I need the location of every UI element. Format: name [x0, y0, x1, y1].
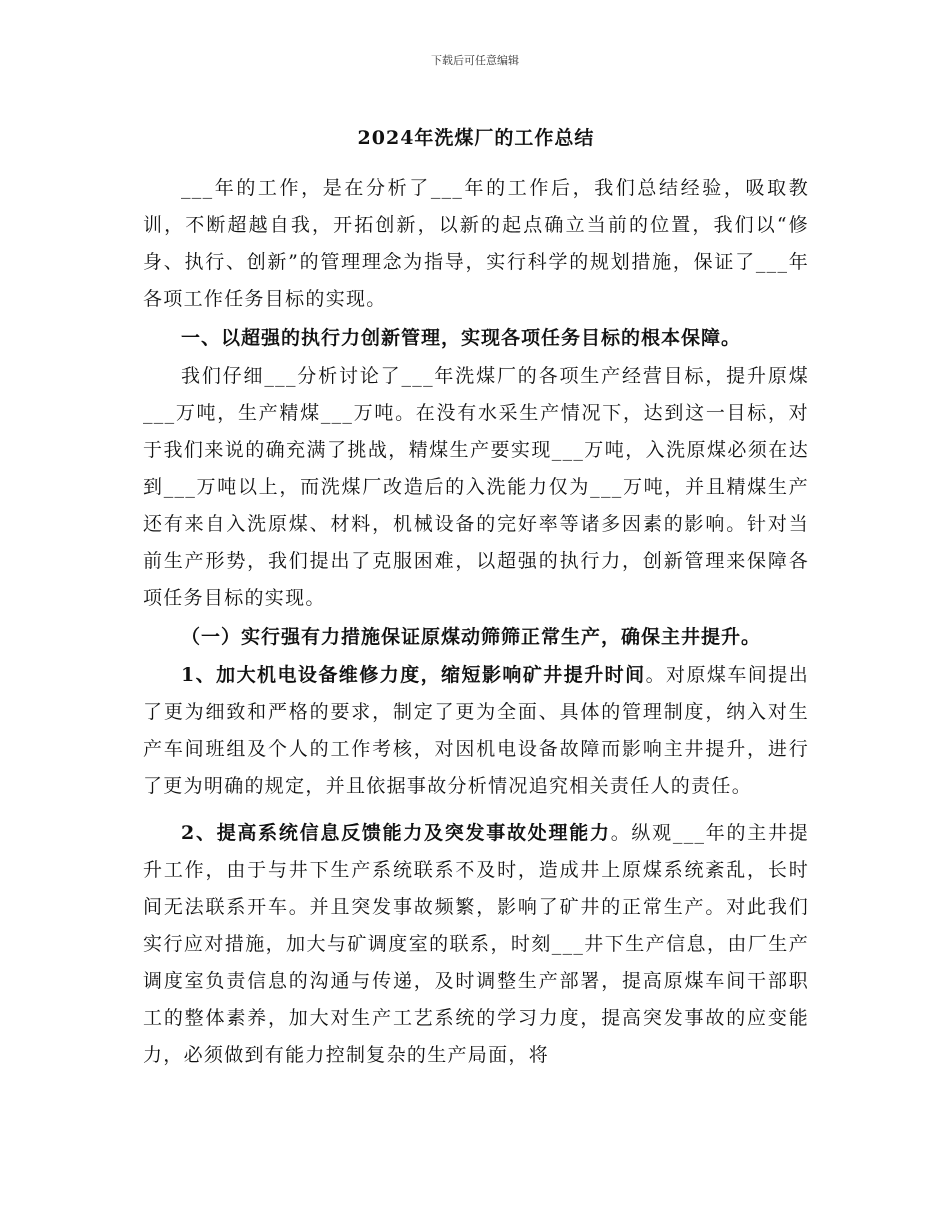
item-1-body: 。对原煤车间提出了更为细致和严格的要求，制定了更为全面、具体的管理制度，纳入对生产车间班组及个人的工作考核，对因机电设备故障而影响主井提升，进行了更为明确的规定，并且依据事故分析情况追究相关责任人的责任。 — [143, 664, 810, 797]
section-1-paragraph: 我们仔细___分析讨论了___年洗煤厂的各项生产经营目标，提升原煤___万吨，生产精煤___万吨。在没有水采生产情况下，达到这一目标，对于我们来说的确充满了挑战，精煤生产要实现___万吨，入洗原煤必须在达到___万吨以上，而洗煤厂改造后的入洗能力仅为___万吨，并且精煤生产还有来自入洗原煤、材料，机械设备的完好率等诸多因素的影响。针对当前生产形势，我们提出了克服困难，以超强的执行力，创新管理来保障各项任务目标的实现。 — [143, 365, 809, 609]
subsection-1-heading: （一）实行强有力措施保证原煤动筛筛正常生产，确保主井提升。 — [181, 626, 762, 648]
intro-paragraph: ___年的工作，是在分析了___年的工作后，我们总结经验，吸取教训，不断超越自我，开拓创新，以新的起点确立当前的位置，我们以“修身、执行、创新”的管理理念为指导，实行科学的规划措施，保证了___年各项工作任务目标的实现。 — [143, 177, 809, 310]
item-2-lead: 2、提高系统信息反馈能力及突发事故处理能力 — [181, 822, 611, 844]
item-1-lead: 1、加大机电设备维修力度，缩短影响矿井提升时间 — [181, 664, 646, 686]
header-note: 下载后可任意编辑 — [431, 54, 519, 67]
item-2-paragraph — [143, 815, 809, 1074]
item-2-body: 。纵观___年的主井提升工作，由于与井下生产系统联系不及时，造成井上原煤系统紊乱，长时间无法联系开车。并且突发事故频繁，影响了矿井的正常生产。对此我们实行应对措施，加大与矿调度室的联系，时刻___井下生产信息，由厂生产调度室负责信息的沟通与传递，及时调整生产部署，提高原煤车间干部职工的整体素养，加大对生产工艺系统的学习力度，提高突发事故的应变能力，必须做到有能力控制复杂的生产局面，将 — [143, 822, 809, 1066]
document-page — [143, 120, 809, 1074]
section-1-heading: 一、以超强的执行力创新管理，实现各项任务目标的根本保障。 — [181, 327, 742, 349]
item-1-paragraph — [143, 657, 809, 805]
document-title: 2024年洗煤厂的工作总结 — [357, 127, 595, 149]
